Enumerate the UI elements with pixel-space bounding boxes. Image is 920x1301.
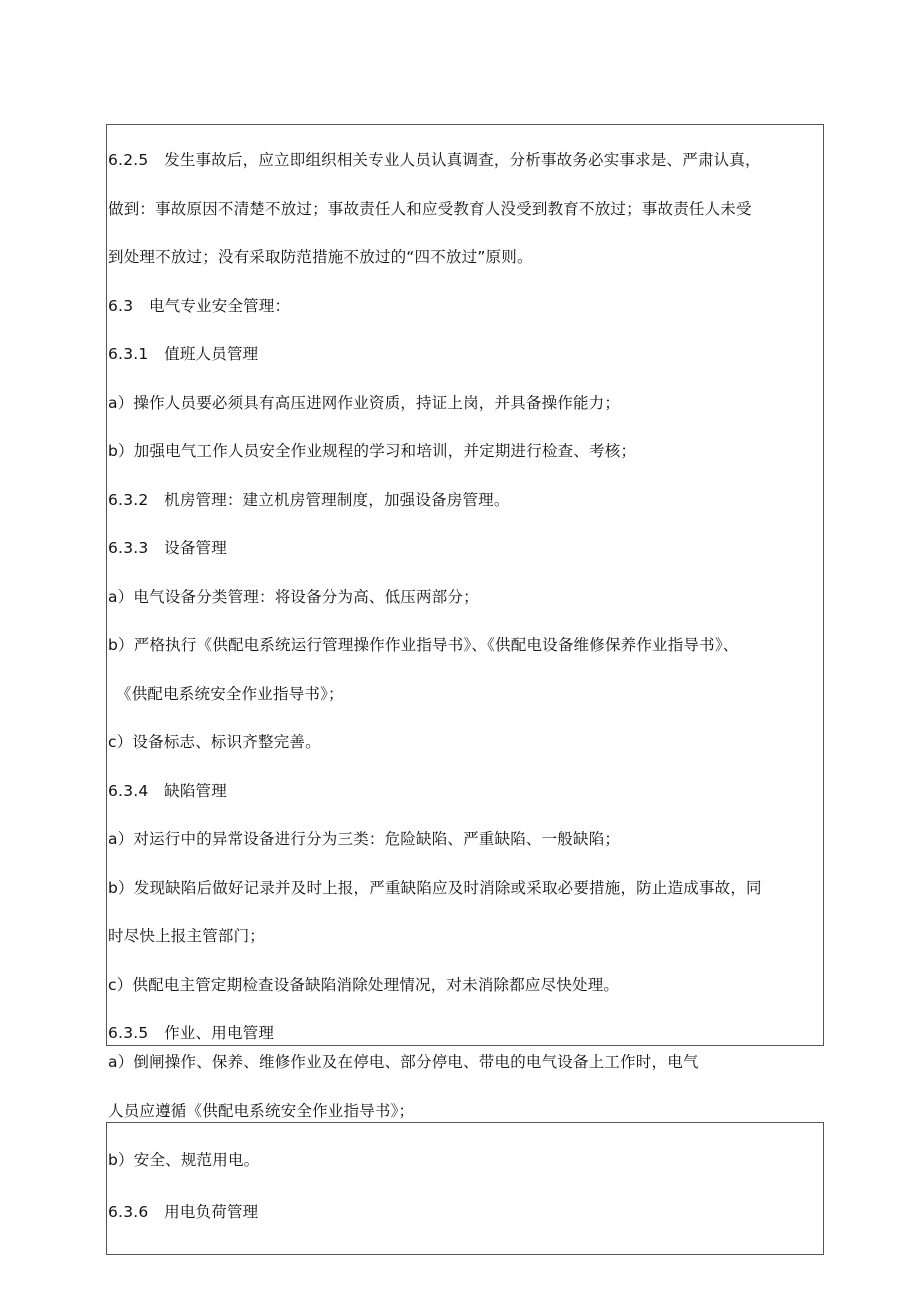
item-6-3-4-a: a）对运行中的异常设备进行分为三类：危险缺陷、严重缺陷、一般缺陷； — [108, 830, 621, 848]
item-6-3-3-b-line-1: b）严格执行《供配电系统运行管理操作作业指导书》、《供配电设备维修保养作业指导书》、 — [108, 636, 739, 654]
item-6-3-4-b-line-1: b）发现缺陷后做好记录并及时上报，严重缺陷应及时消除或采取必要措施，防止造成事故，同 — [108, 879, 762, 897]
heading-6-3-3: 6.3.3 设备管理 — [108, 539, 227, 557]
item-6-3-4-b-line-2: 时尽快上报主管部门； — [108, 927, 266, 945]
item-6-3-5-a-line-1: a）倒闸操作、保养、维修作业及在停电、部分停电、带电的电气设备上工作时，电气 — [108, 1053, 699, 1071]
item-6-3-3-c: c）设备标志、标识齐整完善。 — [108, 733, 321, 751]
item-6-3-3-b-line-2: 《供配电系统安全作业指导书》； — [116, 685, 344, 703]
para-6-2-5-line-3: 到处理不放过；没有采取防范措施不放过的“四不放过”原则。 — [108, 248, 533, 266]
heading-6-3-4: 6.3.4 缺陷管理 — [108, 782, 227, 800]
para-6-2-5-line-2: 做到：事故原因不清楚不放过；事故责任人和应受教育人没受到教育不放过；事故责任人未受 — [108, 200, 752, 218]
heading-6-3-2: 6.3.2 机房管理：建立机房管理制度，加强设备房管理。 — [108, 491, 510, 509]
heading-6-3-6: 6.3.6 用电负荷管理 — [108, 1203, 259, 1221]
heading-6-3-5: 6.3.5 作业、用电管理 — [108, 1024, 275, 1042]
item-6-3-3-a: a）电气设备分类管理：将设备分为高、低压两部分； — [108, 588, 479, 606]
item-6-3-5-b: b）安全、规范用电。 — [108, 1151, 260, 1169]
item-6-3-4-c: c）供配电主管定期检查设备缺陷消除处理情况，对未消除都应尽快处理。 — [108, 976, 620, 994]
item-6-3-5-a-line-2: 人员应遵循《供配电系统安全作业指导书》； — [108, 1102, 415, 1120]
item-6-3-1-b: b）加强电气工作人员安全作业规程的学习和培训，并定期进行检查、考核； — [108, 442, 637, 460]
heading-6-3: 6.3 电气专业安全管理： — [108, 297, 291, 315]
content-box-2 — [106, 1122, 824, 1255]
para-6-2-5-line-1: 6.2.5 发生事故后，应立即组织相关专业人员认真调查，分析事故务必实事求是、严肃认真， — [108, 151, 761, 169]
item-6-3-1-a: a）操作人员要必须具有高压进网作业资质，持证上岗，并具备操作能力； — [108, 394, 621, 412]
heading-6-3-1: 6.3.1 值班人员管理 — [108, 345, 259, 363]
